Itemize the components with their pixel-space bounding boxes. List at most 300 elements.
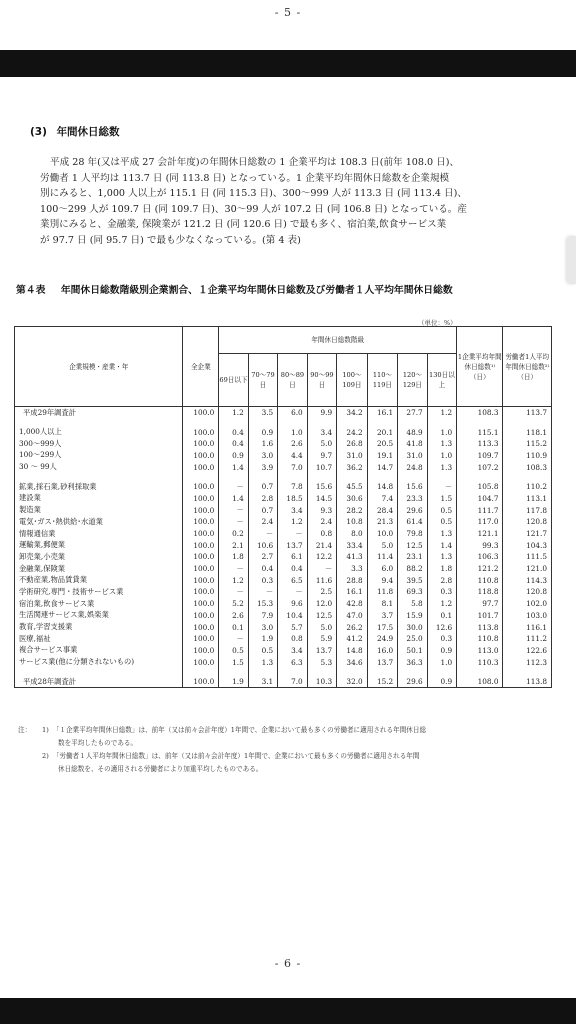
cell-value: 10.6: [248, 539, 277, 551]
cell-value: 2.7: [248, 551, 277, 563]
cell-value: 113.0: [457, 645, 503, 657]
cell-value: 113.3: [457, 438, 503, 450]
header-bin: 120～129日: [398, 354, 427, 407]
table-title: [16, 282, 453, 296]
cell-value: 6.5: [278, 574, 307, 586]
table-row: [15, 586, 552, 598]
cell-value: 110.3: [457, 656, 503, 668]
cell-value: 5.0: [307, 438, 336, 450]
cell-value: 10.0: [367, 528, 398, 540]
table-row: [15, 481, 552, 493]
cell-value: 117.0: [457, 516, 503, 528]
row-label: 30 ～ 99人: [15, 461, 183, 473]
cell-value: 12.2: [307, 551, 336, 563]
cell-value: 0.9: [427, 645, 456, 657]
cell-value: 31.0: [398, 450, 427, 462]
table-row: [15, 551, 552, 563]
cell-value: 18.5: [278, 493, 307, 505]
cell-value: 0.3: [248, 574, 277, 586]
cell-value: 110.9: [503, 450, 552, 462]
cell-value: －: [248, 586, 277, 598]
cell-value: 41.2: [337, 633, 368, 645]
paragraph-line: 別にみると、1,000 人以上が 115.1 日 (同 115.3 日)、300～999 人が 113.3 日 (同 113.4 日)、: [40, 188, 467, 200]
header-bin: 90～99日: [307, 354, 336, 407]
cell-value: 0.3: [427, 633, 456, 645]
cell-value: 1.3: [427, 528, 456, 540]
cell-value: 69.3: [398, 586, 427, 598]
cell-value: 1.2: [427, 598, 456, 610]
row-label: 運輸業,郵便業: [15, 539, 183, 551]
cell-value: 111.2: [503, 633, 552, 645]
row-label: 300～999人: [15, 438, 183, 450]
section-title: 年間休日総数: [56, 126, 120, 138]
cell-value: 0.1: [427, 610, 456, 622]
cell-value: 101.7: [457, 610, 503, 622]
cell-value: 29.6: [398, 504, 427, 516]
cell-value: －: [248, 528, 277, 540]
cell-value: －: [219, 481, 248, 493]
row-label: 医療,福祉: [15, 633, 183, 645]
cell-value: 14.7: [367, 461, 398, 473]
row-label: 卸売業,小売業: [15, 551, 183, 563]
row-label: 情報通信業: [15, 528, 183, 540]
cell-value: 120.8: [503, 516, 552, 528]
cell-value: 48.9: [398, 426, 427, 438]
cell-value: 42.8: [337, 598, 368, 610]
cell-value: 28.4: [367, 504, 398, 516]
cell-value: 120.8: [503, 586, 552, 598]
cell-value: 100.0: [183, 621, 219, 633]
cell-value: 105.8: [457, 481, 503, 493]
cell-value: 112.3: [503, 656, 552, 668]
footnote-number: 2): [42, 752, 49, 760]
cell-value: 104.7: [457, 493, 503, 505]
cell-value: 15.6: [307, 481, 336, 493]
cell-value: 121.0: [503, 563, 552, 575]
cell-value: 108.3: [503, 461, 552, 473]
cell-value: 100.0: [183, 539, 219, 551]
cell-value: 108.3: [457, 407, 503, 419]
cell-value: 14.5: [307, 493, 336, 505]
row-label: 教育,学習支援業: [15, 621, 183, 633]
cell-value: 33.4: [337, 539, 368, 551]
cell-value: 16.1: [367, 407, 398, 419]
cell-value: 13.7: [278, 539, 307, 551]
table-row: [15, 504, 552, 516]
cell-value: 1.9: [248, 633, 277, 645]
cell-value: 1.0: [427, 450, 456, 462]
cell-value: 3.3: [337, 563, 368, 575]
table-label: 第４表: [16, 285, 46, 296]
paragraph-line: が 97.7 日 (同 95.7 日) で最も少なくなっている。(第 4 表): [40, 234, 301, 246]
cell-value: 61.4: [398, 516, 427, 528]
cell-value: 24.8: [398, 461, 427, 473]
cell-value: 0.5: [427, 516, 456, 528]
cell-value: 100.0: [183, 574, 219, 586]
cell-value: 115.2: [503, 438, 552, 450]
header-bin: 100～109日: [337, 354, 368, 407]
cell-value: 6.0: [278, 407, 307, 419]
footnote: [18, 750, 426, 763]
table-title-text: 年間休日総数階級別企業割合、１企業平均年間休日総数及び労働者１人平均年間休日総数: [60, 285, 453, 296]
cell-value: 1.0: [427, 656, 456, 668]
cell-value: 99.3: [457, 539, 503, 551]
cell-value: 26.8: [337, 438, 368, 450]
footnote: [18, 724, 426, 737]
cell-value: 0.1: [219, 621, 248, 633]
cell-value: 1.8: [427, 563, 456, 575]
cell-value: 121.7: [503, 528, 552, 540]
header-bin: 110～119日: [367, 354, 398, 407]
footnotes: [18, 724, 426, 776]
cell-value: 15.3: [248, 598, 277, 610]
footnote-text: 「１企業平均年間休日総数」は、前年（又は前々会計年度）1年間で、企業において最も多くの労働者に適用される年間休日総: [52, 726, 427, 734]
cell-value: 16.0: [367, 645, 398, 657]
cell-value: 0.2: [219, 528, 248, 540]
cell-value: 6.1: [278, 551, 307, 563]
cell-value: 0.3: [427, 586, 456, 598]
cell-value: 24.2: [337, 426, 368, 438]
cell-value: 1.5: [219, 656, 248, 668]
cell-value: 97.7: [457, 598, 503, 610]
cell-value: 100.0: [183, 633, 219, 645]
cell-value: 100.0: [183, 645, 219, 657]
cell-value: 2.8: [427, 574, 456, 586]
paragraph-line: 労働者 1 人平均は 113.7 日 (同 113.8 日) となっている。1 企業平均年間休日総数を企業規模: [40, 172, 450, 184]
cell-value: 2.6: [219, 610, 248, 622]
paragraph-line: 平成 28 年(又は平成 27 会計年度)の年間休日総数の 1 企業平均は 108.3 日(前年 108.0 日)、: [50, 157, 460, 168]
cell-value: －: [307, 563, 336, 575]
cell-value: 12.5: [398, 539, 427, 551]
table-row: [15, 539, 552, 551]
cell-value: 4.4: [278, 450, 307, 462]
cell-value: 107.2: [457, 461, 503, 473]
cell-value: 0.4: [248, 563, 277, 575]
cell-value: 29.6: [398, 676, 427, 688]
cell-value: 100.0: [183, 481, 219, 493]
cell-value: 31.0: [337, 450, 368, 462]
table-body: [15, 407, 552, 688]
table-row: [15, 407, 552, 419]
cell-value: －: [219, 563, 248, 575]
cell-value: 100.0: [183, 586, 219, 598]
cell-value: 12.5: [307, 610, 336, 622]
cell-value: 15.6: [398, 481, 427, 493]
cell-value: 100.0: [183, 461, 219, 473]
table-row: [15, 450, 552, 462]
cell-value: 3.0: [248, 450, 277, 462]
cell-value: 47.0: [337, 610, 368, 622]
cell-value: 12.6: [427, 621, 456, 633]
row-label: 生活関連サービス業,娯楽業: [15, 610, 183, 622]
table-row: [15, 645, 552, 657]
cell-value: 5.2: [219, 598, 248, 610]
row-label: 不動産業,物品賃貸業: [15, 574, 183, 586]
cell-value: 100.0: [183, 426, 219, 438]
cell-value: 11.8: [367, 586, 398, 598]
cell-value: 100.0: [183, 610, 219, 622]
cell-value: 32.0: [337, 676, 368, 688]
row-label: 宿泊業,飲食サービス業: [15, 598, 183, 610]
cell-value: 23.3: [398, 493, 427, 505]
table-row: [15, 426, 552, 438]
cell-value: 3.4: [278, 504, 307, 516]
cell-value: 110.8: [457, 574, 503, 586]
cell-value: 3.7: [367, 610, 398, 622]
cell-value: 114.3: [503, 574, 552, 586]
cell-value: 11.6: [307, 574, 336, 586]
cell-value: 1.3: [427, 551, 456, 563]
cell-value: －: [219, 516, 248, 528]
row-label: 100～299人: [15, 450, 183, 462]
cell-value: 1.9: [219, 676, 248, 688]
cell-value: 0.5: [427, 504, 456, 516]
cell-value: 9.9: [307, 407, 336, 419]
cell-value: 2.6: [278, 438, 307, 450]
header-bin-group: 年間休日総数階級: [219, 327, 457, 354]
header-bin: 70～79日: [248, 354, 277, 407]
footnote-text: 「労働者１人平均年間休日総数」は、前年（又は前々会計年度）1年間で、企業において最も多くの労働者に適用される年間: [52, 752, 420, 760]
cell-value: 34.6: [337, 656, 368, 668]
row-label: 複合サービス事業: [15, 645, 183, 657]
cell-value: 10.4: [278, 610, 307, 622]
scroll-handle[interactable]: [567, 236, 576, 284]
cell-value: 1.0: [427, 426, 456, 438]
cell-value: 1.3: [427, 438, 456, 450]
row-label: サービス業(他に分類されないもの): [15, 656, 183, 668]
table-row: [15, 676, 552, 688]
cell-value: 100.0: [183, 516, 219, 528]
cell-value: 100.0: [183, 407, 219, 419]
table-row: [15, 574, 552, 586]
cell-value: 9.6: [278, 598, 307, 610]
cell-value: 109.7: [457, 450, 503, 462]
section-heading: [30, 124, 120, 139]
cell-value: 14.8: [337, 645, 368, 657]
cell-value: 39.5: [398, 574, 427, 586]
cell-value: 13.7: [367, 656, 398, 668]
cell-value: 30.0: [398, 621, 427, 633]
cell-value: 21.4: [307, 539, 336, 551]
cell-value: 45.5: [337, 481, 368, 493]
cell-value: 17.5: [367, 621, 398, 633]
cell-value: 3.0: [248, 621, 277, 633]
cell-value: 5.0: [307, 621, 336, 633]
header-row-label: 企業規模・産業・年: [15, 327, 183, 407]
cell-value: 100.0: [183, 656, 219, 668]
header-bin: 80～89日: [278, 354, 307, 407]
table-row: [15, 621, 552, 633]
cell-value: 118.1: [503, 426, 552, 438]
cell-value: 0.8: [278, 633, 307, 645]
cell-value: 34.2: [337, 407, 368, 419]
cell-value: 27.7: [398, 407, 427, 419]
cell-value: 21.3: [367, 516, 398, 528]
cell-value: 12.0: [307, 598, 336, 610]
cell-value: 2.5: [307, 586, 336, 598]
cell-value: 3.5: [248, 407, 277, 419]
cell-value: 6.0: [367, 563, 398, 575]
cell-value: 102.0: [503, 598, 552, 610]
cell-value: 2.4: [307, 516, 336, 528]
row-label: 鉱業,採石業,砂利採取業: [15, 481, 183, 493]
table-row: [15, 528, 552, 540]
cell-value: 3.4: [307, 426, 336, 438]
cell-value: 11.4: [367, 551, 398, 563]
page-divider-top: [0, 50, 576, 77]
cell-value: 1.6: [248, 438, 277, 450]
holiday-table: [14, 326, 552, 688]
cell-value: 10.3: [307, 676, 336, 688]
row-label: 建設業: [15, 493, 183, 505]
cell-value: 110.8: [457, 633, 503, 645]
cell-value: 110.2: [503, 481, 552, 493]
table-row: [15, 516, 552, 528]
cell-value: 2.1: [219, 539, 248, 551]
cell-value: 1.8: [219, 551, 248, 563]
row-label: 学術研究,専門・技術サービス業: [15, 586, 183, 598]
cell-value: 121.1: [457, 528, 503, 540]
footnote-text: 数を平均したものである。: [58, 739, 138, 747]
cell-value: 13.7: [307, 645, 336, 657]
cell-value: 5.0: [367, 539, 398, 551]
cell-value: －: [219, 504, 248, 516]
cell-value: 111.5: [503, 551, 552, 563]
cell-value: 20.1: [367, 426, 398, 438]
page-number-top: - 5 -: [274, 6, 302, 19]
cell-value: 103.0: [503, 610, 552, 622]
table-row: [15, 493, 552, 505]
cell-value: 25.0: [398, 633, 427, 645]
row-label: 平成29年調査計: [15, 407, 183, 419]
cell-value: 9.3: [307, 504, 336, 516]
cell-value: 100.0: [183, 438, 219, 450]
cell-value: 106.3: [457, 551, 503, 563]
cell-value: 100.0: [183, 450, 219, 462]
cell-value: 79.8: [398, 528, 427, 540]
cell-value: 15.9: [398, 610, 427, 622]
cell-value: －: [219, 586, 248, 598]
cell-value: 122.6: [503, 645, 552, 657]
cell-value: 10.8: [337, 516, 368, 528]
row-label: 電気･ガス･熱供給･水道業: [15, 516, 183, 528]
cell-value: 41.8: [398, 438, 427, 450]
cell-value: 15.2: [367, 676, 398, 688]
row-label: 平成28年調査計: [15, 676, 183, 688]
cell-value: 100.0: [183, 504, 219, 516]
row-label: 製造業: [15, 504, 183, 516]
row-label: 金融業,保険業: [15, 563, 183, 575]
cell-value: 36.2: [337, 461, 368, 473]
cell-value: 121.2: [457, 563, 503, 575]
cell-value: 100.0: [183, 598, 219, 610]
cell-value: 0.7: [248, 481, 277, 493]
cell-value: 1.3: [248, 656, 277, 668]
cell-value: 104.3: [503, 539, 552, 551]
cell-value: 0.4: [219, 426, 248, 438]
header-all: 全企業: [183, 327, 219, 407]
cell-value: 0.5: [248, 645, 277, 657]
cell-value: 117.8: [503, 504, 552, 516]
cell-value: 118.8: [457, 586, 503, 598]
cell-value: 100.0: [183, 563, 219, 575]
header-per-company: 1企業平均年間休日総数¹⁾（日）: [457, 327, 503, 407]
cell-value: 0.9: [427, 676, 456, 688]
cell-value: 1.4: [219, 493, 248, 505]
cell-value: 7.0: [278, 676, 307, 688]
footnote-number: 1): [42, 726, 49, 734]
cell-value: 30.6: [337, 493, 368, 505]
cell-value: 113.8: [503, 676, 552, 688]
cell-value: 8.1: [367, 598, 398, 610]
header-bin: 130日以上: [427, 354, 456, 407]
cell-value: 3.1: [248, 676, 277, 688]
cell-value: 116.1: [503, 621, 552, 633]
row-label: 1,000人以上: [15, 426, 183, 438]
cell-value: 111.7: [457, 504, 503, 516]
header-bin: 69日以下: [219, 354, 248, 407]
cell-value: 0.9: [248, 426, 277, 438]
cell-value: 2.8: [248, 493, 277, 505]
cell-value: 0.7: [248, 504, 277, 516]
body-paragraph: [40, 155, 552, 249]
cell-value: 113.7: [503, 407, 552, 419]
cell-value: 115.1: [457, 426, 503, 438]
cell-value: 6.3: [278, 656, 307, 668]
cell-value: 100.0: [183, 676, 219, 688]
cell-value: 113.1: [503, 493, 552, 505]
cell-value: 16.1: [337, 586, 368, 598]
cell-value: 2.4: [248, 516, 277, 528]
cell-value: 7.8: [278, 481, 307, 493]
header-per-worker: 労働者1人平均年間休日総数²⁾（日）: [503, 327, 552, 407]
cell-value: 14.8: [367, 481, 398, 493]
cell-value: 36.3: [398, 656, 427, 668]
cell-value: 3.9: [248, 461, 277, 473]
cell-value: 26.2: [337, 621, 368, 633]
table-row: [15, 563, 552, 575]
cell-value: 9.4: [367, 574, 398, 586]
section-number: (3): [30, 126, 47, 138]
table-row: [15, 633, 552, 645]
cell-value: 0.5: [219, 645, 248, 657]
cell-value: 5.9: [307, 633, 336, 645]
cell-value: 19.1: [367, 450, 398, 462]
cell-value: 7.4: [367, 493, 398, 505]
cell-value: 23.1: [398, 551, 427, 563]
cell-value: 5.8: [398, 598, 427, 610]
unit-label: （単位：%）: [418, 319, 457, 327]
cell-value: 20.5: [367, 438, 398, 450]
cell-value: 9.7: [307, 450, 336, 462]
cell-value: 1.0: [278, 426, 307, 438]
cell-value: －: [427, 481, 456, 493]
cell-value: －: [278, 528, 307, 540]
cell-value: 5.3: [307, 656, 336, 668]
footnote-text: 休日総数を、その適用される労働者により加重平均したものである。: [58, 765, 263, 773]
cell-value: 28.2: [337, 504, 368, 516]
footnote-label: 注：: [18, 726, 32, 734]
cell-value: 88.2: [398, 563, 427, 575]
cell-value: 0.4: [219, 438, 248, 450]
cell-value: 5.7: [278, 621, 307, 633]
paragraph-line: 業別にみると、金融業, 保険業が 121.2 日 (同 120.6 日) で最も多く、宿泊業,飲食サービス業: [40, 219, 447, 231]
cell-value: 7.9: [248, 610, 277, 622]
cell-value: 24.9: [367, 633, 398, 645]
cell-value: 50.1: [398, 645, 427, 657]
page-number-bottom: - 6 -: [274, 957, 302, 970]
cell-value: 108.0: [457, 676, 503, 688]
